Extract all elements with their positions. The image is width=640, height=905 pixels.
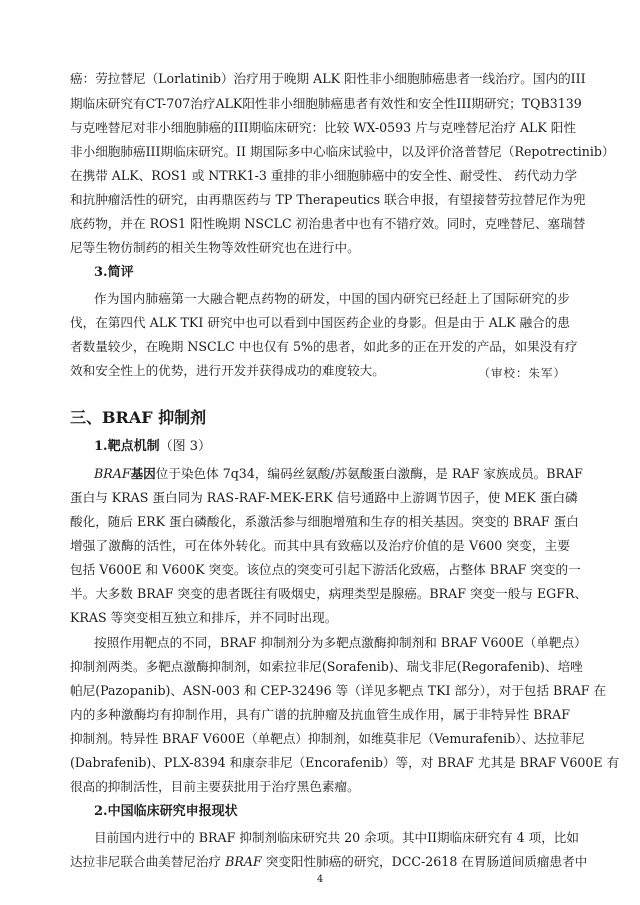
text-line: 在携带 ALK、ROS1 或 NTRK1-3 重排的非小细胞肺癌中的安全性、耐受性、 药代动力学 bbox=[70, 168, 578, 183]
text-line: KRAS 等突变相互独立和排斥，并不同时出现。 bbox=[70, 610, 338, 625]
text-line: 包括 V600E 和 V600K 突变。该位点的突变可引起下游活化致癌，占整体 BRAF 突变的一 bbox=[70, 562, 581, 577]
gene-bold: 基因 bbox=[130, 466, 156, 481]
reviewer-note: （审校：朱军） bbox=[478, 366, 566, 380]
gene-name-italic: BRAF bbox=[94, 466, 131, 481]
text-line: 与克唑替尼对非小细胞肺癌的III期临床研究：比较 WX-0593 片与克唑替尼治疗 ALK 阳性 bbox=[70, 120, 576, 135]
text-line: 帕尼(Pazopanib)、ASN-003 和 CEP-32496 等（详见多靶点 TKI 部分），对于包括 BRAF 在 bbox=[70, 683, 607, 698]
text-line: 半。大多数 BRAF 突变的患者既往有吸烟史，病理类型是腺癌。BRAF 突变一般与 EGFR、 bbox=[70, 586, 588, 601]
text-line: (Dabrafenib)、PLX-8394 和康奈非尼（Encorafenib）等，对 BRAF 尤其是 BRAF V600E 有 bbox=[70, 755, 620, 770]
text-line: 和抗肿瘤活性的研究，由再鼎医药与 TP Therapeutics 联合申报，有望接替劳拉替尼作为兜 bbox=[70, 192, 586, 207]
text-line bbox=[70, 853, 588, 871]
text-line: 效和安全性上的优势，进行开发并获得成功的难度较大。 bbox=[70, 363, 385, 378]
page-number: 4 bbox=[316, 874, 324, 885]
text-line: 者数量较少，在晚期 NSCLC 中也仅有 5%的患者，如此多的正在开发的产品，如果没有疗 bbox=[70, 339, 578, 354]
subheading-china-clinical: 2.中国临床研究申报现状 bbox=[94, 804, 238, 819]
text-line: 抑制剂两类。多靶点激酶抑制剂，如索拉非尼(Sorafenib)、瑞戈非尼(Regorafenib)、培唑 bbox=[70, 659, 583, 674]
text-line: 作为国内肺癌第一大融合靶点药物的研发，中国的国内研究已经赶上了国际研究的步 bbox=[94, 291, 570, 306]
text-line: 抑制剂。特异性 BRAF V600E（单靶点）抑制剂，如维莫非尼（Vemurafenib）、达拉菲尼 bbox=[70, 731, 585, 746]
text-line: 按照作用靶点的不同，BRAF 抑制剂分为多靶点激酶抑制剂和 BRAF V600E（单靶点） bbox=[94, 635, 587, 650]
text-line: 蛋白与 KRAS 蛋白同为 RAS-RAF-MEK-ERK 信号通路中上游调节因子，使 MEK 蛋白磷 bbox=[70, 490, 578, 505]
figure-reference: （图 3） bbox=[159, 439, 211, 454]
text-segment: 达拉非尼联合曲美替尼治疗 bbox=[70, 854, 226, 869]
text-segment: 突变阳性肺癌的研究，DCC-2618 在胃肠道间质瘤患者中 bbox=[261, 854, 588, 869]
text-line: 增强了激酶的活性，可在体外转化。而其中具有致癌以及治疗价值的是 V600 突变，主要 bbox=[70, 538, 570, 553]
subheading-text: 1.靶点机制 bbox=[94, 439, 160, 454]
text-line: 酸化，随后 ERK 蛋白磷酸化，系激活参与细胞增殖和生存的相关基因。突变的 BRAF 蛋白 bbox=[70, 514, 579, 529]
text-line: 癌：劳拉替尼（Lorlatinib）治疗用于晚期 ALK 阳性非小细胞肺癌患者一线治疗。国内的III bbox=[70, 71, 586, 86]
text-line: 内的多种激酶均有抑制作用，具有广谱的抗肿瘤及抗血管生成作用，属于非特异性 BRAF bbox=[70, 707, 570, 722]
gene-name-italic: BRAF bbox=[225, 854, 262, 869]
text-line: 尼等生物仿制药的相关生物等效性研究也在进行中。 bbox=[70, 240, 360, 255]
text-line: 很高的抑制活性，目前主要获批用于治疗黑色素瘤。 bbox=[70, 779, 360, 794]
text-line: 伐，在第四代 ALK TKI 研究中也可以看到中国医药企业的身影。但是由于 ALK 融合的患 bbox=[70, 315, 570, 330]
text-line: 非小细胞肺癌III期临床研究。II 期国际多中心临床试验中，以及评价洛普替尼（Repotrectinib） bbox=[70, 144, 615, 159]
section-heading-review: 3.简评 bbox=[94, 265, 134, 280]
chapter-heading-braf: 三、BRAF 抑制剂 bbox=[70, 408, 207, 427]
text-line bbox=[94, 465, 583, 483]
text-line: 期临床研究有CT-707治疗ALK阳性非小细胞肺癌患者有效性和安全性III期研究；TQB3139 bbox=[70, 96, 582, 111]
text-segment: 位于染色体 7q34，编码丝氨酸/苏氨酸蛋白激酶，是 RAF 家族成员。BRAF bbox=[155, 466, 583, 481]
text-line: 目前国内进行中的 BRAF 抑制剂临床研究共 20 余项。其中II期临床研究有 4 项，比如 bbox=[94, 830, 579, 845]
subheading-target-mechanism bbox=[94, 438, 211, 456]
text-line: 底药物，并在 ROS1 阳性晚期 NSCLC 初治患者中也有不错疗效。同时，克唑替尼、塞瑞替 bbox=[70, 216, 586, 231]
